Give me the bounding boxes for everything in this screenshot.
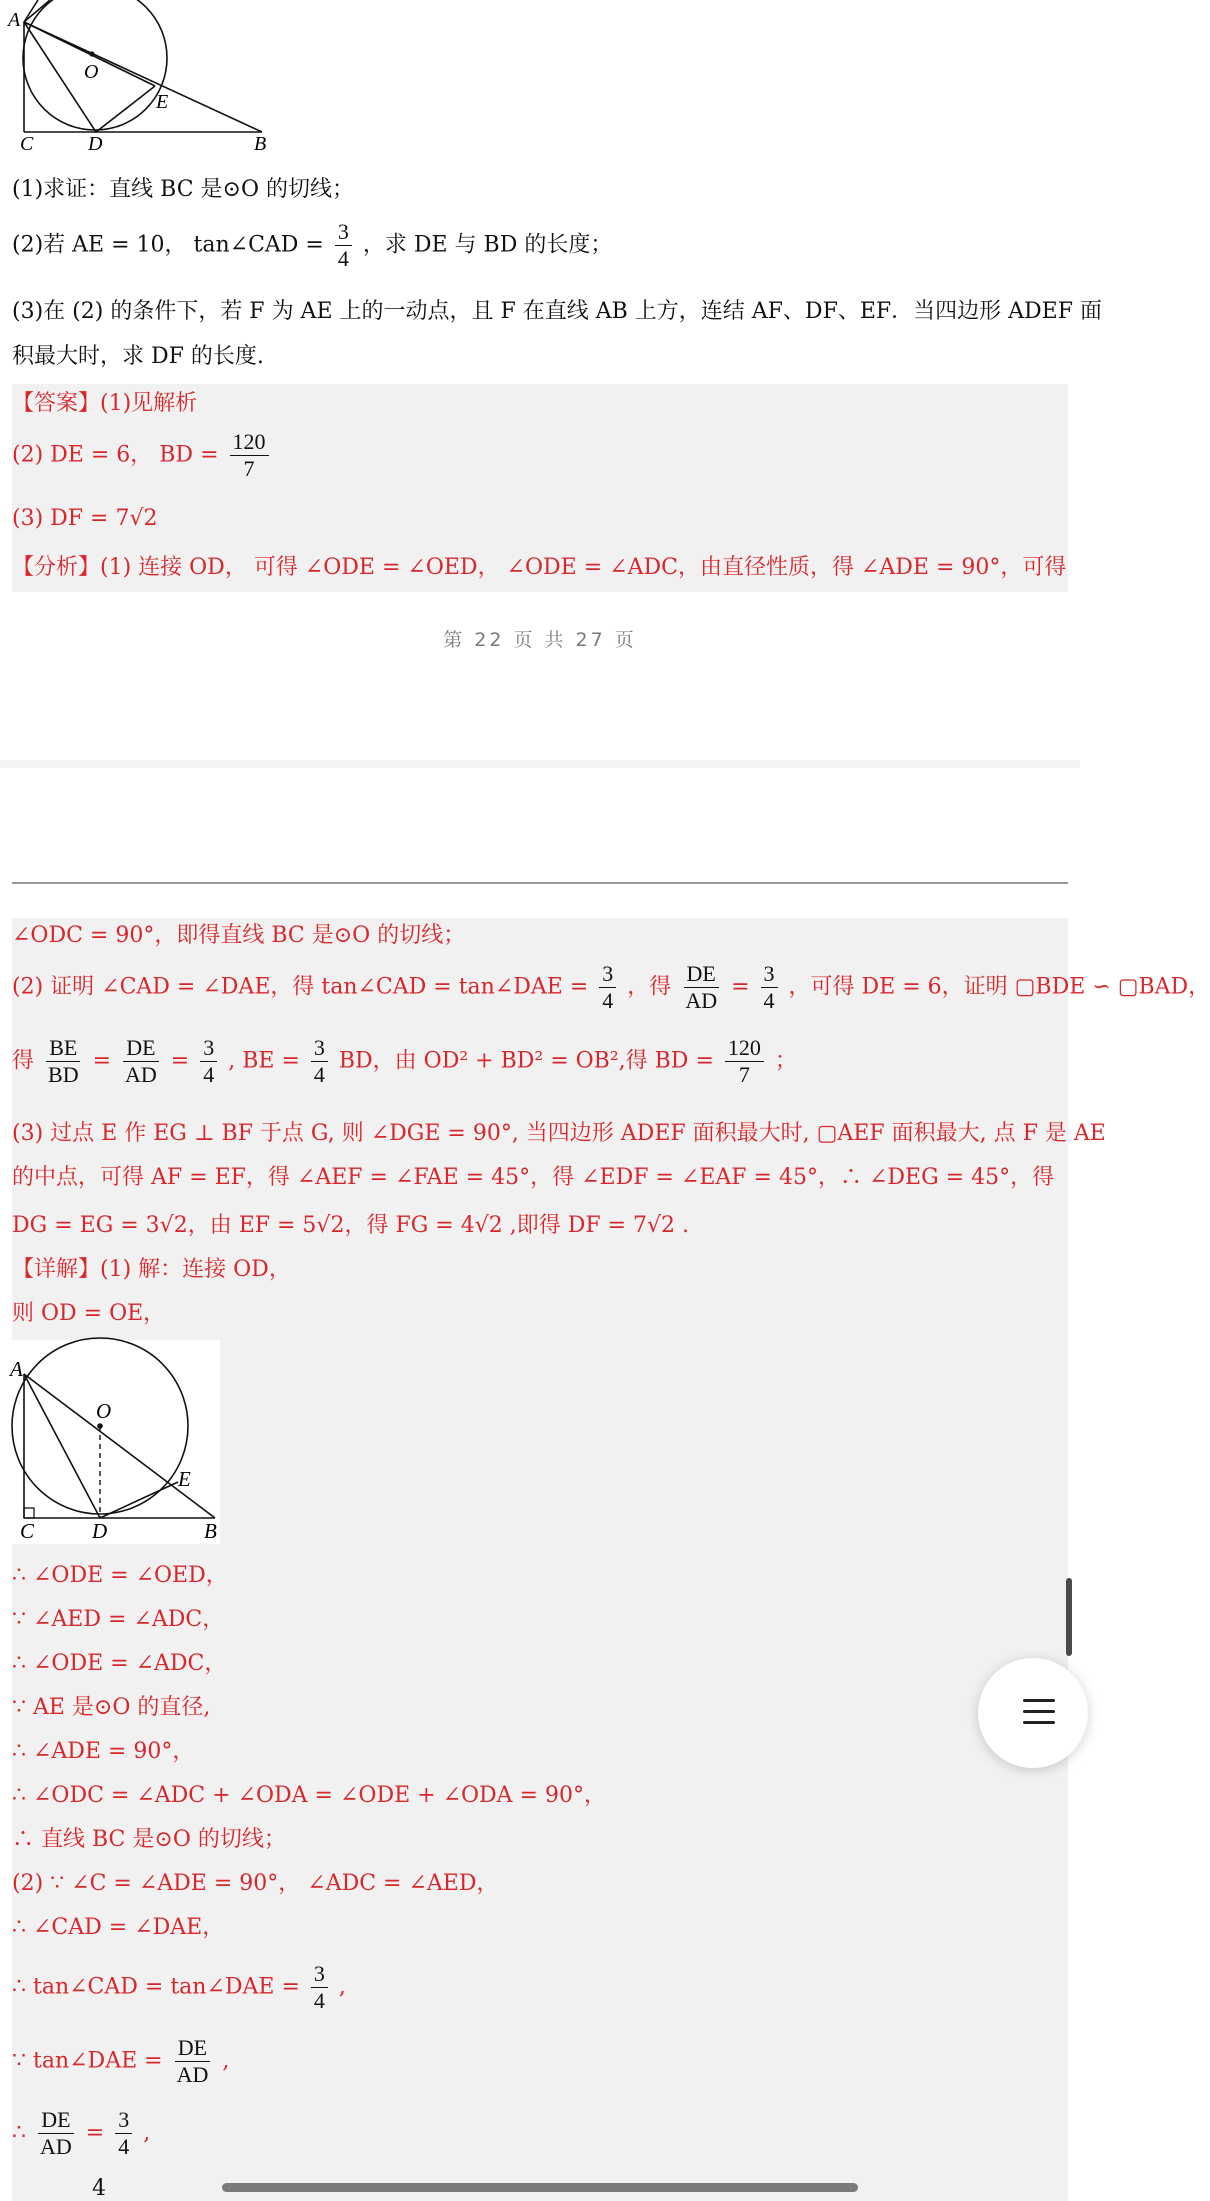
- fraction: [311, 1036, 328, 1087]
- menu-icon: [1023, 1710, 1055, 1713]
- fraction-numerator: 120: [230, 430, 269, 456]
- label-A: A: [8, 9, 21, 31]
- analysis-start: 【分析】(1) 连接 OD， 可得 ∠ODE = ∠OED， ∠ODE = ∠ADC，由直径性质，得 ∠ADE = 90°，可得: [12, 555, 1067, 580]
- text-segment: 得: [12, 1048, 35, 1074]
- label-C: C: [20, 1519, 35, 1543]
- answer-label: 【答案】(1)见解析: [12, 391, 198, 416]
- label-B: B: [204, 1519, 217, 1543]
- step-5: ∴ ∠ADE = 90°，: [12, 1739, 195, 1764]
- fraction-numerator: DE: [123, 1036, 158, 1062]
- fraction-numerator: DE: [684, 962, 719, 988]
- fraction-numerator: DE: [38, 2108, 73, 2134]
- scrollbar-thumb[interactable]: [1066, 1578, 1072, 1656]
- question-1: (1)求证：直线 BC 是⊙O 的切线；: [12, 177, 355, 202]
- fraction-denominator: AD: [685, 988, 718, 1014]
- label-B: B: [254, 133, 267, 155]
- text-segment: ∴ tan∠CAD = tan∠DAE =: [12, 1974, 300, 2000]
- step-8: (2) ∵ ∠C = ∠ADE = 90°， ∠ADC = ∠AED，: [12, 1871, 499, 1896]
- text-segment: ,: [338, 1974, 346, 2000]
- question-2-prefix: (2)若 AE = 10， tan∠CAD =: [12, 232, 324, 258]
- text-segment: ,: [143, 2120, 151, 2146]
- menu-button[interactable]: [978, 1658, 1088, 1768]
- fraction-numerator: DE: [175, 2036, 210, 2062]
- text-segment: ，得: [627, 974, 672, 1000]
- step-3: ∴ ∠ODE = ∠ADC，: [12, 1651, 227, 1676]
- answer-2-prefix: (2) DE = 6， BD =: [12, 442, 219, 468]
- text-segment: ；: [774, 1048, 797, 1074]
- fraction: [122, 1036, 160, 1087]
- answer-2: [12, 430, 273, 481]
- label-A: A: [10, 1357, 23, 1381]
- analysis-line-5: 的中点，可得 AF = EF，得 ∠AEF = ∠FAE = 45°，得 ∠EDF = ∠EAF = 45°，∴ ∠DEG = 45°，得: [12, 1165, 1055, 1190]
- question-3-line-1: (3)在 (2) 的条件下，若 F 为 AE 上的一动点，且 F 在直线 AB 上方，连结 AF、DF、EF．当四边形 ADEF 面: [12, 299, 1103, 324]
- analysis-line-4: (3) 过点 E 作 EG ⊥ BF 于点 G, 则 ∠DGE = 90°, 当四边形 ADEF 面积最大时, ▢AEF 面积最大, 点 F 是 AE: [12, 1121, 1106, 1146]
- label-C: C: [20, 133, 34, 155]
- fraction-numerator: 3: [115, 2108, 132, 2134]
- fraction-denominator: 4: [313, 1988, 325, 2014]
- label-D: D: [88, 133, 103, 155]
- page-gap: [0, 760, 1080, 768]
- step-11: [12, 2036, 229, 2087]
- fraction: [200, 1036, 217, 1087]
- fraction-denominator: 4: [337, 246, 349, 272]
- step-2: ∵ ∠AED = ∠ADC，: [12, 1607, 225, 1632]
- fraction-denominator: AD: [40, 2134, 72, 2160]
- label-O: O: [96, 1399, 112, 1423]
- fraction-numerator: 3: [761, 962, 778, 988]
- fraction: [45, 1036, 82, 1087]
- fraction-denominator: 4: [313, 1062, 325, 1088]
- fraction-numerator: 3: [335, 220, 352, 246]
- text-segment: ,: [222, 2048, 230, 2074]
- fraction: [311, 1962, 328, 2013]
- label-O: O: [84, 61, 99, 83]
- analysis-line-1: ∠ODC = 90°，即得直线 BC 是⊙O 的切线；: [12, 923, 466, 948]
- step-9: ∴ ∠CAD = ∠DAE，: [12, 1915, 225, 1940]
- label-E: E: [156, 91, 169, 113]
- text-segment: =: [731, 974, 750, 1000]
- text-segment: , BE =: [228, 1048, 300, 1074]
- text-segment: ∴: [12, 2120, 26, 2146]
- fraction: [682, 962, 720, 1013]
- step-1: ∴ ∠ODE = ∠OED，: [12, 1563, 228, 1588]
- text-segment: (2) 证明 ∠CAD = ∠DAE，得 tan∠CAD = tan∠DAE =: [12, 974, 589, 1000]
- step-13-partial: 4: [92, 2176, 106, 2201]
- text-segment: ∵ tan∠DAE =: [12, 2048, 163, 2074]
- fraction-denominator: BD: [48, 1062, 79, 1088]
- fraction-denominator: 4: [763, 988, 775, 1014]
- fraction-numerator: 3: [200, 1036, 217, 1062]
- menu-icon: [1023, 1699, 1055, 1702]
- text-segment: =: [170, 1048, 190, 1074]
- text-segment: =: [85, 2120, 105, 2146]
- fraction-denominator: AD: [125, 1062, 157, 1088]
- fraction-denominator: 7: [738, 1062, 750, 1088]
- analysis-line-6: DG = EG = 3√2，由 EF = 5√2，得 FG = 4√2 ,即得 DF = 7√2 .: [12, 1213, 690, 1238]
- page-footer: 第 22 页 共 27 页: [443, 629, 637, 651]
- analysis-line-2: [12, 962, 1210, 1013]
- detail-line-od-oe: 则 OD = OE，: [12, 1301, 166, 1326]
- fraction: [761, 962, 778, 1013]
- header-rule: [12, 882, 1068, 884]
- fraction-denominator: 4: [118, 2134, 130, 2160]
- fraction-denominator: AD: [176, 2062, 209, 2088]
- geometry-figure-1: [0, 0, 300, 160]
- step-10: [12, 1962, 346, 2013]
- detail-label: 【详解】(1) 解：连接 OD，: [12, 1257, 291, 1282]
- answer-3: (3) DF = 7√2: [12, 506, 158, 531]
- label-E: E: [178, 1467, 191, 1491]
- fraction-numerator: BE: [46, 1036, 80, 1062]
- fraction-numerator: 3: [311, 1036, 328, 1062]
- fraction: [725, 1036, 764, 1087]
- text-segment: ，可得 DE = 6，证明 ▢BDE ∽ ▢BAD，: [788, 974, 1210, 1000]
- fraction-numerator: 3: [599, 962, 616, 988]
- fraction-numerator: 3: [311, 1962, 328, 1988]
- fraction: [37, 2108, 75, 2159]
- fraction: [174, 2036, 212, 2087]
- fraction-120-7: [230, 430, 269, 481]
- text-segment: =: [92, 1048, 112, 1074]
- question-2-suffix: ，求 DE 与 BD 的长度；: [362, 232, 613, 258]
- fraction: [115, 2108, 132, 2159]
- text-segment: BD，由 OD² + BD² = OB²,得 BD =: [338, 1048, 714, 1074]
- geometry-figure-2: [10, 1340, 220, 1544]
- question-2: [12, 220, 612, 271]
- step-7: ∴ 直线 BC 是⊙O 的切线；: [12, 1827, 286, 1852]
- step-12: [12, 2108, 150, 2159]
- fraction-numerator: 120: [725, 1036, 764, 1062]
- step-6: ∴ ∠ODC = ∠ADC + ∠ODA = ∠ODE + ∠ODA = 90°，: [12, 1783, 606, 1808]
- fraction-denominator: 4: [602, 988, 614, 1014]
- fraction-denominator: 4: [203, 1062, 215, 1088]
- step-4: ∵ AE 是⊙O 的直径,: [12, 1695, 211, 1720]
- fraction-3-4: [335, 220, 352, 271]
- page-22: [0, 0, 1103, 760]
- analysis-line-3: [12, 1036, 797, 1087]
- fraction: [599, 962, 616, 1013]
- label-D: D: [92, 1519, 108, 1543]
- question-3-line-2: 积最大时，求 DF 的长度.: [12, 344, 264, 369]
- fraction-denominator: 7: [243, 456, 255, 482]
- menu-icon: [1023, 1721, 1055, 1724]
- home-indicator[interactable]: [222, 2183, 858, 2192]
